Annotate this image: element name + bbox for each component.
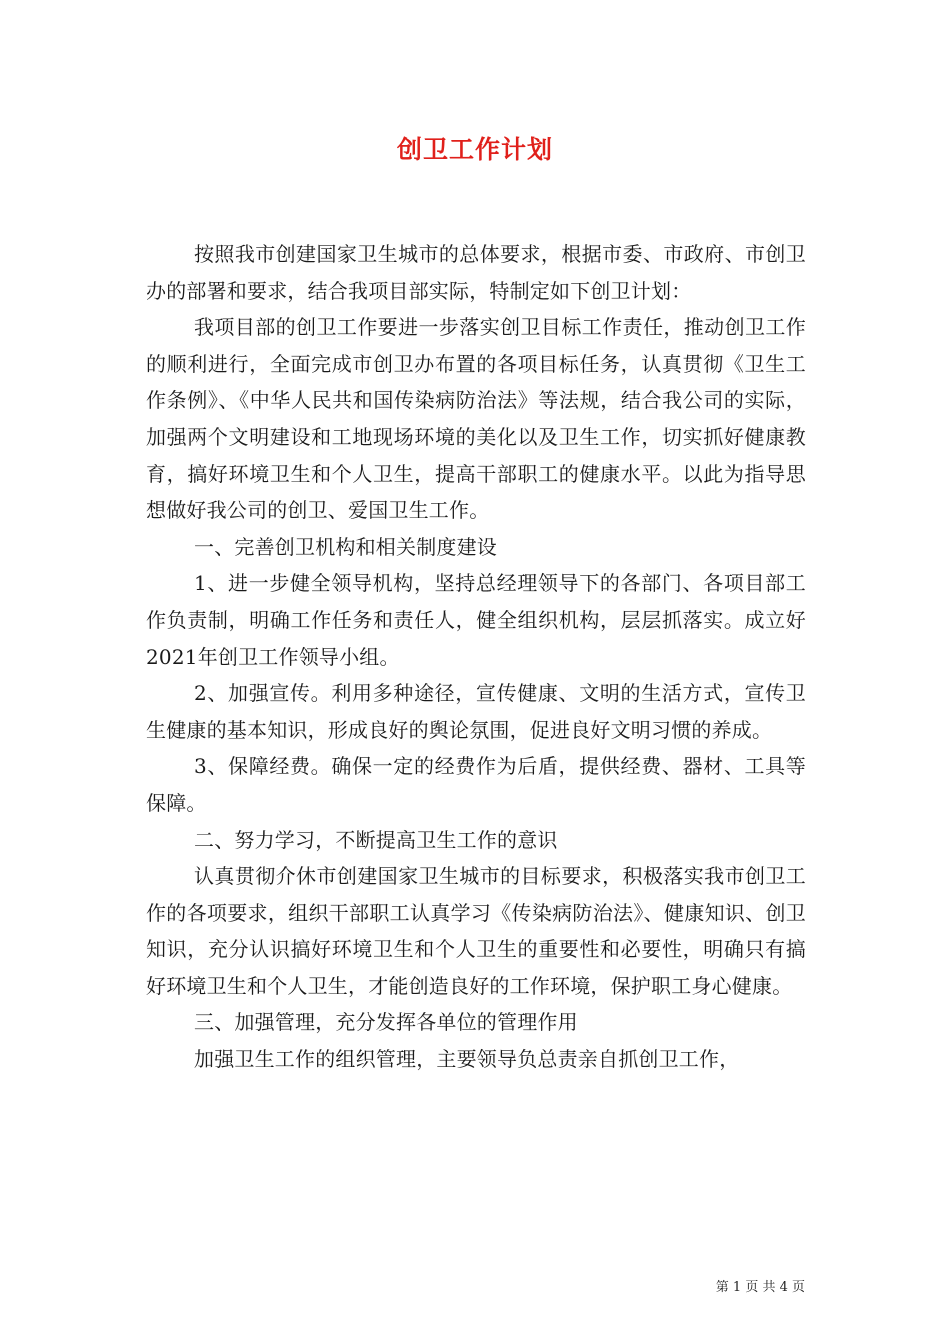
section-heading-2: 二、努力学习，不断提高卫生工作的意识 (194, 827, 558, 852)
paragraph-management: 加强卫生工作的组织管理，主要领导负总责亲自抓创卫工作， (194, 1047, 740, 1072)
section-heading-3: 三、加强管理，充分发挥各单位的管理作用 (194, 1010, 578, 1035)
paragraph-item-2: 2、加强宣传。利用多种途径，宣传健康、文明的生活方式，宣传卫生健康的基本知识，形成良好的舆论氛围，促进良好文明习惯的养成。 (146, 681, 806, 742)
paragraph-item-1: 1、进一步健全领导机构，坚持总经理领导下的各部门、各项目部工作负责制，明确工作任务和责任人，健全组织机构，层层抓落实。成立好2021年创卫工作领导小组。 (146, 571, 806, 669)
paragraph-study: 认真贯彻介休市创建国家卫生城市的目标要求，积极落实我市创卫工作的各项要求，组织干部职工认真学习《传染病防治法》、健康知识、创卫知识，充分认识搞好环境卫生和个人卫生的重要性和必要性，明确只有搞好环境卫生和个人卫生，才能创造良好的工作环境，保护职工身心健康。 (146, 864, 806, 998)
page-number: 第 1 页 共 4 页 (715, 1280, 805, 1295)
paragraph-intro: 按照我市创建国家卫生城市的总体要求，根据市委、市政府、市创卫办的部署和要求，结合我项目部实际，特制定如下创卫计划： (146, 242, 806, 303)
document-title: 创卫工作计划 (396, 135, 553, 164)
document-body (146, 236, 806, 1078)
section-heading-1: 一、完善创卫机构和相关制度建设 (194, 534, 497, 559)
paragraph-item-3: 3、保障经费。确保一定的经费作为后盾，提供经费、器材、工具等保障。 (146, 754, 806, 815)
paragraph-guiding-thought: 我项目部的创卫工作要进一步落实创卫目标工作责任，推动创卫工作的顺利进行，全面完成市创卫办布置的各项目标任务，认真贯彻《卫生工作条例》、《中华人民共和国传染病防治法》等法规，结合我公司的实际，加强两个文明建设和工地现场环境的美化以及卫生工作，切实抓好健康教育，搞好环境卫生和个人卫生，提高干部职工的健康水平。以此为指导思想做好我公司的创卫、爱国卫生工作。 (146, 315, 806, 523)
